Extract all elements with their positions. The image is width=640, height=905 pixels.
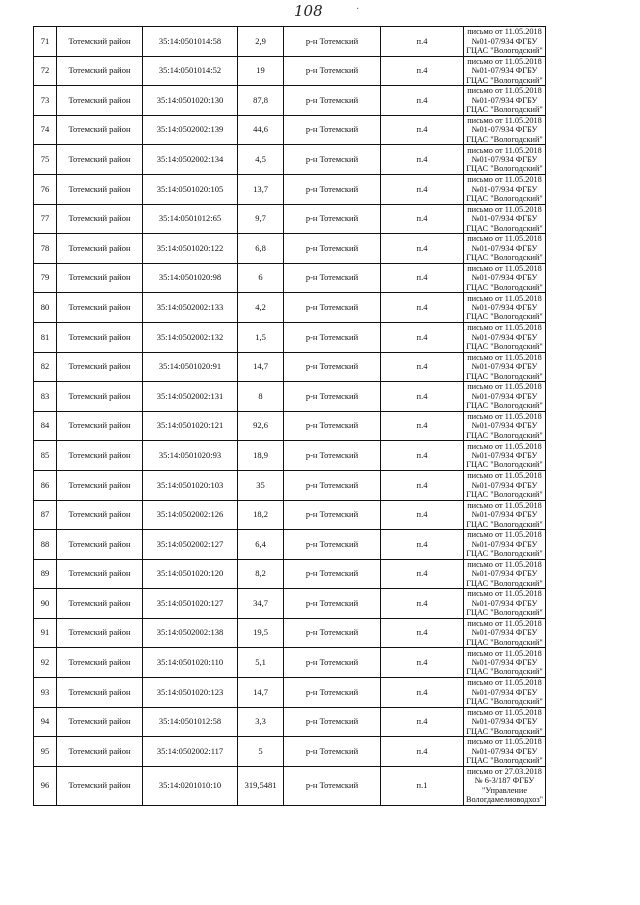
- note-line: №01-07/934 ФГБУ: [471, 569, 538, 579]
- district-cell: Тотемский район: [57, 234, 143, 264]
- note-cell: [464, 322, 546, 352]
- area-cell: 8: [238, 382, 284, 412]
- table-row: [34, 411, 546, 441]
- cadastral-number-cell: 35:14:0501020:93: [143, 441, 238, 471]
- note-cell: [464, 589, 546, 619]
- note-line: письмо от 11.05.2018: [467, 263, 542, 273]
- table-row: [34, 115, 546, 145]
- corner-mark: ·: [356, 4, 360, 15]
- note-line: письмо от 11.05.2018: [467, 234, 542, 244]
- note-cell: [464, 766, 546, 805]
- table-row: [34, 559, 546, 589]
- note-line: №01-07/934 ФГБУ: [471, 539, 538, 549]
- row-number-cell: 80: [34, 293, 57, 323]
- row-number-cell: 77: [34, 204, 57, 234]
- district-cell: Тотемский район: [57, 293, 143, 323]
- table-row: [34, 56, 546, 86]
- locality-cell: р-н Тотемский: [284, 145, 381, 175]
- row-number-cell: 81: [34, 322, 57, 352]
- row-number-cell: 83: [34, 382, 57, 412]
- note-line: ГЦАС "Вологодский": [466, 549, 543, 559]
- note-cell: [464, 411, 546, 441]
- clause-cell: п.4: [381, 263, 464, 293]
- note-line: письмо от 11.05.2018: [467, 145, 542, 155]
- note-line: №01-07/934 ФГБУ: [471, 421, 538, 431]
- row-number-cell: 88: [34, 530, 57, 560]
- note-line: ГЦАС "Вологодский": [466, 282, 543, 292]
- note-line: ГЦАС "Вологодский": [466, 134, 543, 144]
- cadastral-number-cell: 35:14:0501012:58: [143, 707, 238, 737]
- table-row: [34, 322, 546, 352]
- district-cell: Тотемский район: [57, 145, 143, 175]
- note-line: письмо от 11.05.2018: [467, 323, 542, 333]
- row-number-cell: 74: [34, 115, 57, 145]
- cadastral-number-cell: 35:14:0501020:98: [143, 263, 238, 293]
- table-row: [34, 441, 546, 471]
- note-line: ГЦАС "Вологодский": [466, 578, 543, 588]
- area-cell: 5,1: [238, 648, 284, 678]
- note-line: №01-07/934 ФГБУ: [471, 510, 538, 520]
- locality-cell: р-н Тотемский: [284, 530, 381, 560]
- row-number-cell: 84: [34, 411, 57, 441]
- cadastral-number-cell: 35:14:0501014:58: [143, 27, 238, 57]
- cadastral-number-cell: 35:14:0502002:139: [143, 115, 238, 145]
- note-line: письмо от 11.05.2018: [467, 530, 542, 540]
- cadastral-number-cell: 35:14:0501020:127: [143, 589, 238, 619]
- clause-cell: п.4: [381, 707, 464, 737]
- area-cell: 18,9: [238, 441, 284, 471]
- clause-cell: п.4: [381, 352, 464, 382]
- area-cell: 44,6: [238, 115, 284, 145]
- note-cell: [464, 500, 546, 530]
- table-row: [34, 263, 546, 293]
- note-cell: [464, 204, 546, 234]
- district-cell: Тотемский район: [57, 737, 143, 767]
- locality-cell: р-н Тотемский: [284, 441, 381, 471]
- note-cell: [464, 470, 546, 500]
- row-number-cell: 91: [34, 618, 57, 648]
- note-line: №01-07/934 ФГБУ: [471, 450, 538, 460]
- row-number-cell: 85: [34, 441, 57, 471]
- note-line: письмо от 11.05.2018: [467, 352, 542, 362]
- locality-cell: р-н Тотемский: [284, 322, 381, 352]
- locality-cell: р-н Тотемский: [284, 115, 381, 145]
- locality-cell: р-н Тотемский: [284, 352, 381, 382]
- locality-cell: р-н Тотемский: [284, 382, 381, 412]
- cadastral-number-cell: 35:14:0502002:132: [143, 322, 238, 352]
- locality-cell: р-н Тотемский: [284, 56, 381, 86]
- area-cell: 92,6: [238, 411, 284, 441]
- clause-cell: п.4: [381, 737, 464, 767]
- note-line: письмо от 11.05.2018: [467, 737, 542, 747]
- note-line: №01-07/934 ФГБУ: [471, 66, 538, 76]
- clause-cell: п.4: [381, 27, 464, 57]
- cadastral-number-cell: 35:14:0501012:65: [143, 204, 238, 234]
- cadastral-number-cell: 35:14:0501020:91: [143, 352, 238, 382]
- note-line: №01-07/934 ФГБУ: [471, 302, 538, 312]
- note-line: ГЦАС "Вологодский": [466, 489, 543, 499]
- note-line: письмо от 11.05.2018: [467, 648, 542, 658]
- note-line: №01-07/934 ФГБУ: [471, 332, 538, 342]
- note-line: №01-07/934 ФГБУ: [471, 125, 538, 135]
- table-row: [34, 174, 546, 204]
- note-line: письмо от 11.05.2018: [467, 293, 542, 303]
- cadastral-number-cell: 35:14:0501020:110: [143, 648, 238, 678]
- district-cell: Тотемский район: [57, 86, 143, 116]
- locality-cell: р-н Тотемский: [284, 204, 381, 234]
- row-number-cell: 86: [34, 470, 57, 500]
- locality-cell: р-н Тотемский: [284, 234, 381, 264]
- area-cell: 6,8: [238, 234, 284, 264]
- note-cell: [464, 441, 546, 471]
- table-row: [34, 589, 546, 619]
- locality-cell: р-н Тотемский: [284, 678, 381, 708]
- area-cell: 4,5: [238, 145, 284, 175]
- note-line: №01-07/934 ФГБУ: [471, 746, 538, 756]
- district-cell: Тотемский район: [57, 56, 143, 86]
- note-line: ГЦАС "Вологодский": [466, 341, 543, 351]
- note-line: №01-07/934 ФГБУ: [471, 95, 538, 105]
- district-cell: Тотемский район: [57, 382, 143, 412]
- table-row: [34, 500, 546, 530]
- locality-cell: р-н Тотемский: [284, 589, 381, 619]
- note-cell: [464, 648, 546, 678]
- table-row: [34, 648, 546, 678]
- note-line: №01-07/934 ФГБУ: [471, 36, 538, 46]
- note-line: ГЦАС "Вологодский": [466, 312, 543, 322]
- table-row: [34, 707, 546, 737]
- cadastral-number-cell: 35:14:0501020:121: [143, 411, 238, 441]
- note-line: №01-07/934 ФГБУ: [471, 184, 538, 194]
- cadastral-number-cell: 35:14:0502002:138: [143, 618, 238, 648]
- cadastral-number-cell: 35:14:0501020:130: [143, 86, 238, 116]
- row-number-cell: 92: [34, 648, 57, 678]
- area-cell: 14,7: [238, 678, 284, 708]
- note-line: ГЦАС "Вологодский": [466, 637, 543, 647]
- row-number-cell: 94: [34, 707, 57, 737]
- district-cell: Тотемский район: [57, 352, 143, 382]
- note-cell: [464, 530, 546, 560]
- note-line: №01-07/934 ФГБУ: [471, 480, 538, 490]
- note-line: письмо от 11.05.2018: [467, 115, 542, 125]
- area-cell: 5: [238, 737, 284, 767]
- note-cell: [464, 115, 546, 145]
- note-cell: [464, 174, 546, 204]
- locality-cell: р-н Тотемский: [284, 618, 381, 648]
- clause-cell: п.4: [381, 618, 464, 648]
- locality-cell: р-н Тотемский: [284, 263, 381, 293]
- row-number-cell: 90: [34, 589, 57, 619]
- district-cell: Тотемский район: [57, 441, 143, 471]
- clause-cell: п.4: [381, 411, 464, 441]
- note-line: ГЦАС "Вологодский": [466, 519, 543, 529]
- cadastral-number-cell: 35:14:0501020:123: [143, 678, 238, 708]
- district-cell: Тотемский район: [57, 27, 143, 57]
- area-cell: 9,7: [238, 204, 284, 234]
- area-cell: 6,4: [238, 530, 284, 560]
- district-cell: Тотемский район: [57, 678, 143, 708]
- area-cell: 8,2: [238, 559, 284, 589]
- note-line: письмо от 11.05.2018: [467, 471, 542, 481]
- note-line: №01-07/934 ФГБУ: [471, 717, 538, 727]
- clause-cell: п.4: [381, 115, 464, 145]
- district-cell: Тотемский район: [57, 204, 143, 234]
- row-number-cell: 82: [34, 352, 57, 382]
- note-line: ГЦАС "Вологодский": [466, 697, 543, 707]
- row-number-cell: 89: [34, 559, 57, 589]
- note-line: письмо от 11.05.2018: [467, 86, 542, 96]
- clause-cell: п.4: [381, 589, 464, 619]
- clause-cell: п.4: [381, 470, 464, 500]
- clause-cell: п.4: [381, 530, 464, 560]
- note-cell: [464, 559, 546, 589]
- district-cell: Тотемский район: [57, 322, 143, 352]
- table-row: [34, 470, 546, 500]
- note-line: письмо от 11.05.2018: [467, 27, 542, 37]
- note-line: ГЦАС "Вологодский": [466, 223, 543, 233]
- note-line: письмо от 11.05.2018: [467, 56, 542, 66]
- table-row: [34, 86, 546, 116]
- cadastral-number-cell: 35:14:0502002:133: [143, 293, 238, 323]
- cadastral-number-cell: 35:14:0502002:127: [143, 530, 238, 560]
- note-line: ГЦАС "Вологодский": [466, 105, 543, 115]
- note-cell: [464, 86, 546, 116]
- note-line: "Управление: [482, 785, 527, 795]
- district-cell: Тотемский район: [57, 263, 143, 293]
- note-line: письмо от 11.05.2018: [467, 204, 542, 214]
- area-cell: 18,2: [238, 500, 284, 530]
- locality-cell: р-н Тотемский: [284, 648, 381, 678]
- clause-cell: п.4: [381, 441, 464, 471]
- area-cell: 4,2: [238, 293, 284, 323]
- cadastral-number-cell: 35:14:0502002:131: [143, 382, 238, 412]
- note-line: ГЦАС "Вологодский": [466, 193, 543, 203]
- locality-cell: р-н Тотемский: [284, 27, 381, 57]
- note-line: ГЦАС "Вологодский": [466, 667, 543, 677]
- clause-cell: п.4: [381, 56, 464, 86]
- table-row: [34, 678, 546, 708]
- table-row: [34, 145, 546, 175]
- row-number-cell: 93: [34, 678, 57, 708]
- table-body: [34, 27, 546, 806]
- cadastral-number-cell: 35:14:0201010:10: [143, 766, 238, 805]
- row-number-cell: 71: [34, 27, 57, 57]
- note-cell: [464, 234, 546, 264]
- area-cell: 1,5: [238, 322, 284, 352]
- district-cell: Тотемский район: [57, 766, 143, 805]
- note-line: №01-07/934 ФГБУ: [471, 273, 538, 283]
- district-cell: Тотемский район: [57, 648, 143, 678]
- note-line: письмо от 11.05.2018: [467, 678, 542, 688]
- table-row: [34, 204, 546, 234]
- locality-cell: р-н Тотемский: [284, 470, 381, 500]
- locality-cell: р-н Тотемский: [284, 737, 381, 767]
- table-row: [34, 530, 546, 560]
- note-line: письмо от 11.05.2018: [467, 707, 542, 717]
- note-cell: [464, 293, 546, 323]
- district-cell: Тотемский район: [57, 559, 143, 589]
- cadastral-number-cell: 35:14:0501014:52: [143, 56, 238, 86]
- table-row: [34, 27, 546, 57]
- note-line: №01-07/934 ФГБУ: [471, 243, 538, 253]
- table-row: [34, 618, 546, 648]
- note-line: ГЦАС "Вологодский": [466, 726, 543, 736]
- area-cell: 13,7: [238, 174, 284, 204]
- note-line: письмо от 11.05.2018: [467, 619, 542, 629]
- note-line: ГЦАС "Вологодский": [466, 460, 543, 470]
- note-line: письмо от 11.05.2018: [467, 589, 542, 599]
- district-cell: Тотемский район: [57, 589, 143, 619]
- district-cell: Тотемский район: [57, 470, 143, 500]
- district-cell: Тотемский район: [57, 618, 143, 648]
- row-number-cell: 78: [34, 234, 57, 264]
- district-cell: Тотемский район: [57, 115, 143, 145]
- note-line: ГЦАС "Вологодский": [466, 430, 543, 440]
- note-cell: [464, 263, 546, 293]
- clause-cell: п.4: [381, 86, 464, 116]
- note-line: №01-07/934 ФГБУ: [471, 214, 538, 224]
- note-line: ГЦАС "Вологодский": [466, 608, 543, 618]
- cadastral-number-cell: 35:14:0502002:126: [143, 500, 238, 530]
- district-cell: Тотемский район: [57, 530, 143, 560]
- note-line: ГЦАС "Вологодский": [466, 46, 543, 55]
- note-line: №01-07/934 ФГБУ: [471, 628, 538, 638]
- clause-cell: п.4: [381, 500, 464, 530]
- note-cell: [464, 618, 546, 648]
- clause-cell: п.4: [381, 234, 464, 264]
- area-cell: 34,7: [238, 589, 284, 619]
- note-cell: [464, 678, 546, 708]
- clause-cell: п.4: [381, 145, 464, 175]
- note-line: письмо от 11.05.2018: [467, 500, 542, 510]
- note-line: №01-07/934 ФГБУ: [471, 658, 538, 668]
- note-line: ГЦАС "Вологодский": [466, 164, 543, 174]
- note-line: письмо от 27.03.2018: [467, 767, 542, 777]
- locality-cell: р-н Тотемский: [284, 293, 381, 323]
- note-line: Вологдамелиоводхоз": [465, 795, 544, 805]
- cadastral-number-cell: 35:14:0501020:105: [143, 174, 238, 204]
- row-number-cell: 95: [34, 737, 57, 767]
- table-row: [34, 737, 546, 767]
- clause-cell: п.4: [381, 678, 464, 708]
- row-number-cell: 87: [34, 500, 57, 530]
- note-line: ГЦАС "Вологодский": [466, 371, 543, 381]
- note-line: письмо от 11.05.2018: [467, 441, 542, 451]
- note-line: письмо от 11.05.2018: [467, 411, 542, 421]
- table-row: [34, 382, 546, 412]
- note-line: №01-07/934 ФГБУ: [471, 391, 538, 401]
- row-number-cell: 75: [34, 145, 57, 175]
- district-cell: Тотемский район: [57, 500, 143, 530]
- note-cell: [464, 382, 546, 412]
- locality-cell: р-н Тотемский: [284, 500, 381, 530]
- cadastral-number-cell: 35:14:0502002:134: [143, 145, 238, 175]
- district-cell: Тотемский район: [57, 411, 143, 441]
- row-number-cell: 73: [34, 86, 57, 116]
- clause-cell: п.1: [381, 766, 464, 805]
- page-number: 108: [294, 2, 323, 20]
- note-line: №01-07/934 ФГБУ: [471, 362, 538, 372]
- locality-cell: р-н Тотемский: [284, 411, 381, 441]
- area-cell: 6: [238, 263, 284, 293]
- area-cell: 319,5481: [238, 766, 284, 805]
- table-row: [34, 293, 546, 323]
- clause-cell: п.4: [381, 293, 464, 323]
- note-cell: [464, 27, 546, 57]
- note-cell: [464, 145, 546, 175]
- area-cell: 19,5: [238, 618, 284, 648]
- cadastral-number-cell: 35:14:0501020:122: [143, 234, 238, 264]
- note-line: №01-07/934 ФГБУ: [471, 598, 538, 608]
- row-number-cell: 79: [34, 263, 57, 293]
- district-cell: Тотемский район: [57, 174, 143, 204]
- table-row: [34, 766, 546, 805]
- area-cell: 14,7: [238, 352, 284, 382]
- clause-cell: п.4: [381, 174, 464, 204]
- note-cell: [464, 737, 546, 767]
- note-line: письмо от 11.05.2018: [467, 559, 542, 569]
- row-number-cell: 72: [34, 56, 57, 86]
- clause-cell: п.4: [381, 648, 464, 678]
- row-number-cell: 76: [34, 174, 57, 204]
- note-cell: [464, 56, 546, 86]
- cadastral-number-cell: 35:14:0501020:120: [143, 559, 238, 589]
- locality-cell: р-н Тотемский: [284, 766, 381, 805]
- note-line: ГЦАС "Вологодский": [466, 75, 543, 85]
- district-cell: Тотемский район: [57, 707, 143, 737]
- area-cell: 19: [238, 56, 284, 86]
- clause-cell: п.4: [381, 322, 464, 352]
- note-line: №01-07/934 ФГБУ: [471, 687, 538, 697]
- clause-cell: п.4: [381, 559, 464, 589]
- row-number-cell: 96: [34, 766, 57, 805]
- note-line: № 6-3/187 ФГБУ: [474, 776, 535, 786]
- area-cell: 35: [238, 470, 284, 500]
- land-plots-table: [33, 26, 546, 806]
- table-row: [34, 234, 546, 264]
- note-line: №01-07/934 ФГБУ: [471, 154, 538, 164]
- table-row: [34, 352, 546, 382]
- note-cell: [464, 352, 546, 382]
- note-line: ГЦАС "Вологодский": [466, 401, 543, 411]
- locality-cell: р-н Тотемский: [284, 174, 381, 204]
- note-line: письмо от 11.05.2018: [467, 382, 542, 392]
- note-line: ГЦАС "Вологодский": [466, 756, 543, 766]
- area-cell: 87,8: [238, 86, 284, 116]
- note-line: ГЦАС "Вологодский": [466, 253, 543, 263]
- cadastral-number-cell: 35:14:0502002:117: [143, 737, 238, 767]
- locality-cell: р-н Тотемский: [284, 707, 381, 737]
- cadastral-number-cell: 35:14:0501020:103: [143, 470, 238, 500]
- area-cell: 2,9: [238, 27, 284, 57]
- clause-cell: п.4: [381, 204, 464, 234]
- note-line: письмо от 11.05.2018: [467, 175, 542, 185]
- locality-cell: р-н Тотемский: [284, 559, 381, 589]
- clause-cell: п.4: [381, 382, 464, 412]
- locality-cell: р-н Тотемский: [284, 86, 381, 116]
- area-cell: 3,3: [238, 707, 284, 737]
- note-cell: [464, 707, 546, 737]
